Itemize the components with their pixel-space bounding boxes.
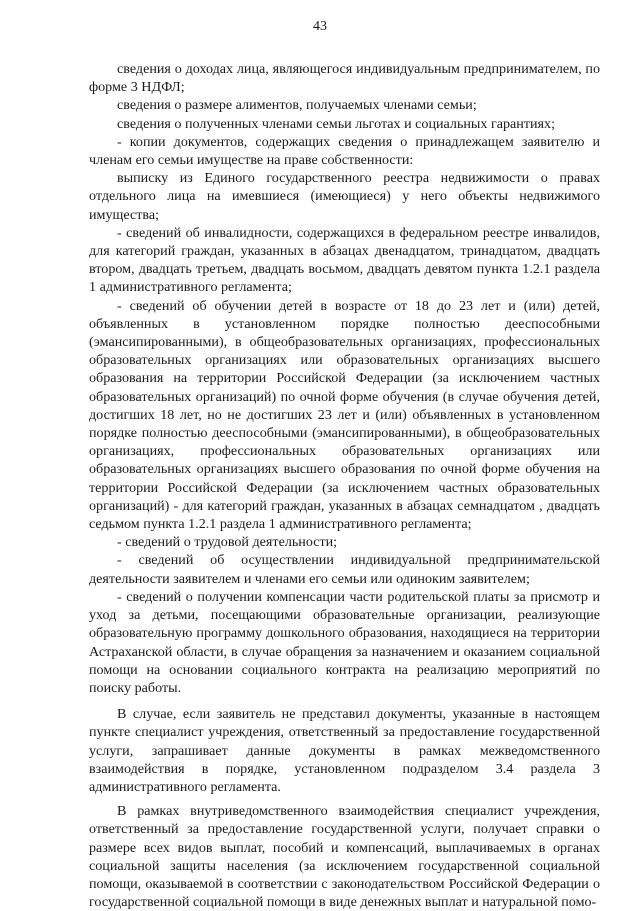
paragraph-preschool-compensation: - сведений о получении компенсации части родительской платы за присмотр и уход за детьми, посещающими образовательные организации, реализующие образовательную программу дошкольного образования, находящиеся на территории Астраханской области, в случае обращения за назначением и оказанием социальной помощи на основании социального контракта на реализацию мероприятий по поиску работы. (89, 588, 600, 696)
paragraph-disability: - сведений об инвалидности, содержащихся в федеральном реестре инвалидов, для категорий граждан, указанных в абзацах двенадцатом, тринадцатом, двадцать втором, двадцать третьем, двадцать восьмом, двадцать девятом пункта 1.2.1 раздела 1 административного регламента; (89, 224, 600, 296)
paragraph-property-documents: - копии документов, содержащих сведения о принадлежащем заявителю и членам его семьи имуществе на праве собственности: (89, 133, 600, 169)
page-number: 43 (313, 19, 327, 34)
paragraph-benefits: сведения о полученных членами семьи льготах и социальных гарантиях; (117, 115, 556, 132)
paragraph-employment: - сведений о трудовой деятельности; (117, 534, 338, 551)
paragraph-entrepreneurship: - сведений об осуществлении индивидуальной предпринимательской деятельности заявителем и членами его семьи или одиноким заявителем; (89, 552, 600, 587)
paragraph-interagency-request: В случае, если заявитель не представил документы, указанные в настоящем пункте специалист учреждения, ответственный за предоставление государственной услуги, запрашивает данные документы в рамках межведомственного взаимодействия в порядке, установленном подразделом 3.4 раздела 3 административного регламента. (89, 706, 600, 795)
paragraph-intradepartmental: В рамках внутриведомственного взаимодействия специалист учреждения, ответственный за предоставление государственной услуги, получает справки о размере всех видов выплат, пособий и компенсаций, выплачиваемых в органах социальной защиты населения (за исключением государственной социальной помощи, оказываемой в соответствии с законодательством Российской Федерации о государственной социальной помощи в виде денежных выплат и натуральной помо- (89, 803, 600, 911)
paragraph-education: - сведений об обучении детей в возрасте от 18 до 23 лет и (или) детей, объявленных в установленном порядке полностью дееспособными (эмансипированными), в общеобразовательных организациях, профессиональных образовательных организациях или образовательных организациях высшего образования на территории Российской Федерации (за исключением частных образовательных организаций) по очной форме обучения (в случае обучения детей, достигших 18 лет, но не достигших 23 лет и (или) объявленных в установленном порядке полностью дееспособными (эмансипированными), в общеобразовательных организациях, профессиональных образовательных организациях или образовательных организациях высшего образования по очной форме обучения на территории Российской Федерации (за исключением частных образовательных организаций) - для категорий граждан, указанных в абзацах семнадцатом , двадцать седьмом пункта 1.2.1 раздела 1 административного регламента; (89, 297, 600, 533)
paragraph-real-estate-extract: выписку из Единого государственного реестра недвижимости о правах отдельного лица на имевшиеся (имеющиеся) у него объекты недвижимого имущества; (89, 170, 600, 223)
paragraph-income-entrepreneur: сведения о доходах лица, являющегося индивидуальным предпринимателем, по форме 3 НДФЛ; (89, 61, 600, 96)
paragraph-alimony: сведения о размере алиментов, получаемых членами семьи; (117, 97, 477, 114)
page-body (89, 60, 600, 911)
